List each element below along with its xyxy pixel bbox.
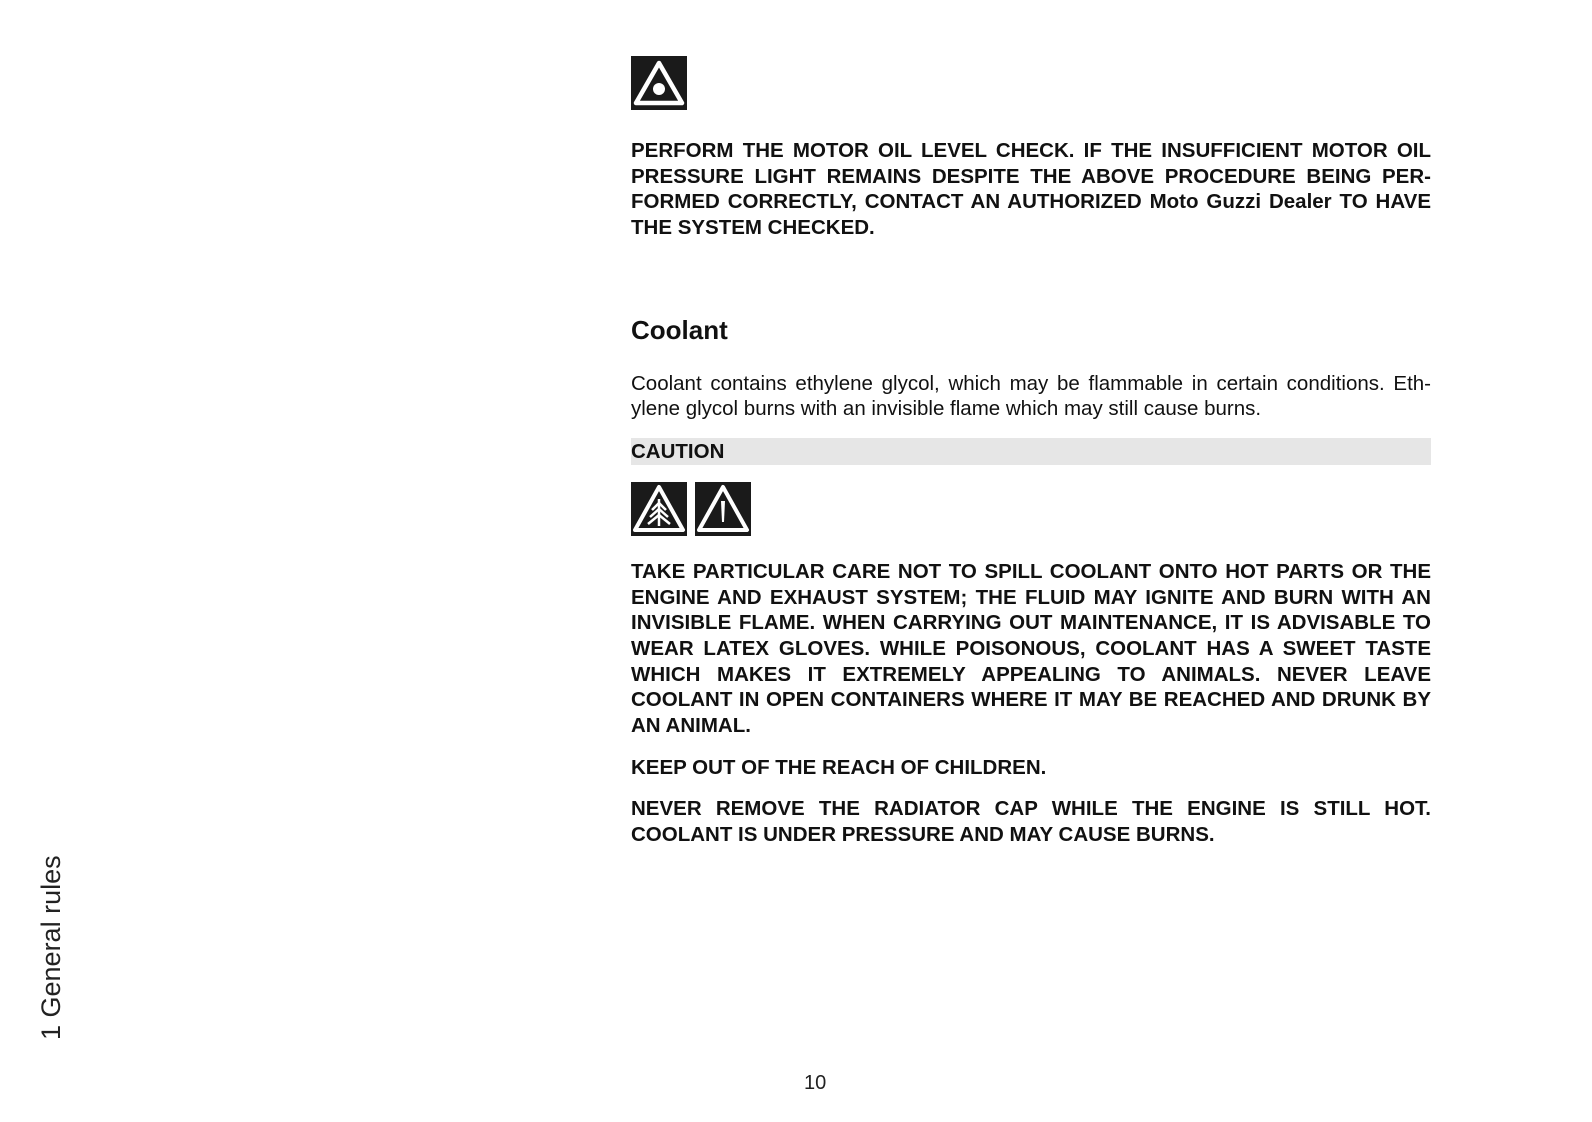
flammable-fire-icon [631, 482, 687, 536]
content-column [631, 56, 1431, 848]
caution-icons [631, 482, 1431, 536]
coolant-warning-children: KEEP OUT OF THE REACH OF CHILDREN. [631, 755, 1047, 779]
caution-heading: CAUTION [631, 438, 1431, 465]
page-number: 10 [804, 1072, 827, 1094]
section-title: Coolant [631, 314, 728, 345]
warning-triangle-icon [695, 482, 751, 536]
chapter-side-label: 1 General rules [36, 855, 66, 1040]
hazard-triangle-dot-icon [631, 56, 687, 110]
coolant-description: Coolant contains ethylene glycol, which may be flammable in certain conditions. Eth-ylene glycol burns with an invisible flame which may still cause burns. [631, 371, 1431, 420]
coolant-warning-radiator: NEVER REMOVE THE RADIATOR CAP WHILE THE ENGINE IS STILL HOT. COOLANT IS UNDER PRESSURE AND MAY CAUSE BURNS. [631, 797, 1431, 847]
coolant-warning-spill: TAKE PARTICULAR CARE NOT TO SPILL COOLANT ONTO HOT PARTS OR THE ENGINE AND EXHAUST SYSTEM; THE FLUID MAY IGNITE AND BURN WITH AN INVISIBLE FLAME. WHEN CARRYING OUT MAINTENANCE, IT IS ADVISABLE TO WEAR LATEX GLOVES. WHILE POISONOUS, COOLANT HAS A SWEET TASTE WHICH MAKES IT EXTREMELY APPEALING TO ANIMALS. NEVER LEAVE COOLANT IN OPEN CONTAINERS WHERE IT MAY BE REACHED AND DRUNK BY AN ANIMAL. [631, 559, 1431, 738]
oil-pressure-warning: PERFORM THE MOTOR OIL LEVEL CHECK. IF THE INSUFFICIENT MOTOR OIL PRESSURE LIGHT REMAINS DESPITE THE ABOVE PROCEDURE BEING PER-FORMED CORRECTLY, CONTACT AN AUTHORIZED Moto Guzzi Dealer TO HAVE THE SYSTEM CHECKED. [631, 139, 1431, 240]
